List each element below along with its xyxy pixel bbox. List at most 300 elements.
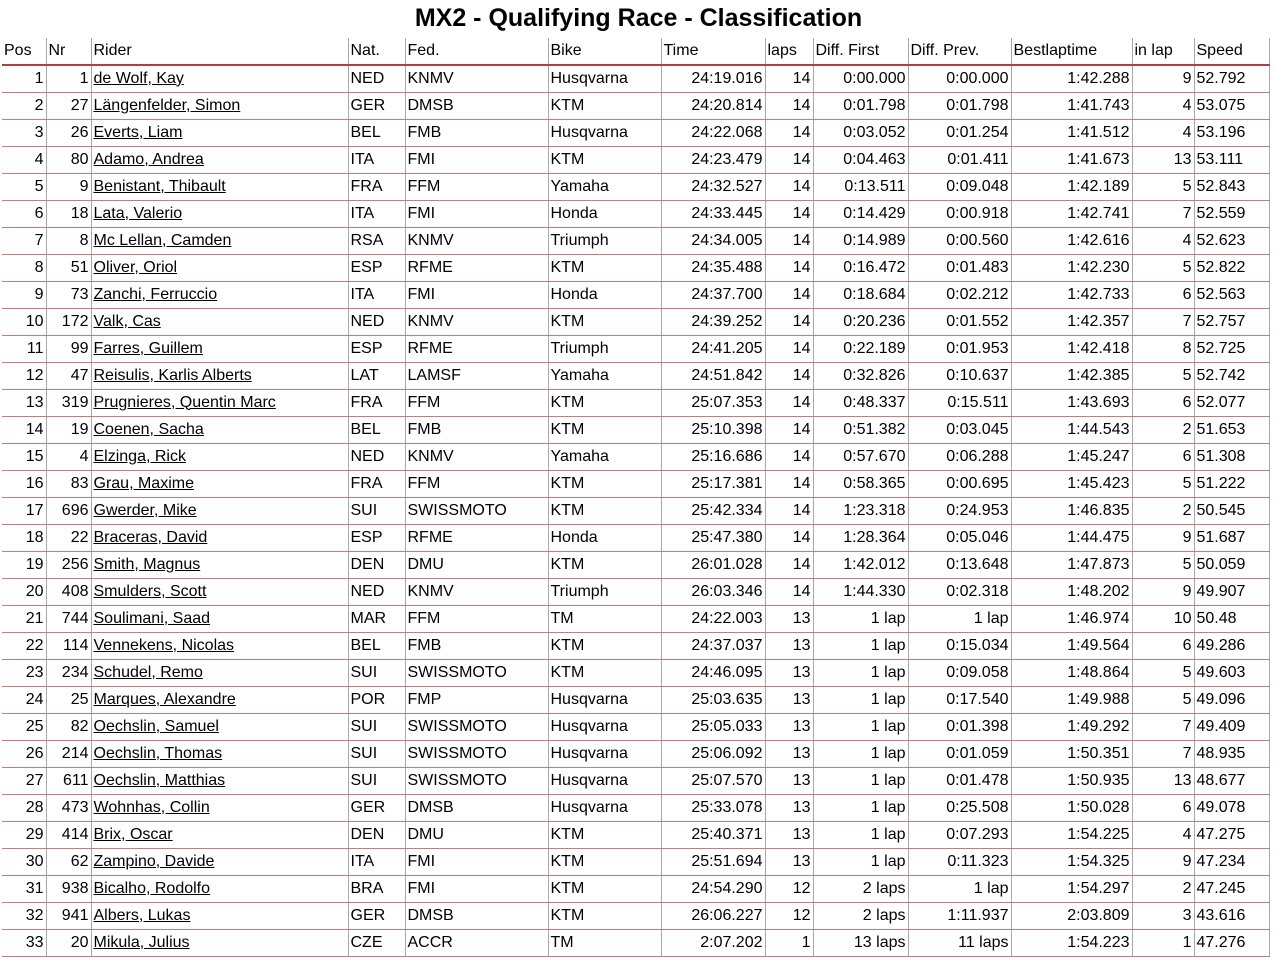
cell-bestlaptime: 1:48.202 — [1011, 578, 1132, 605]
cell-pos: 32 — [2, 902, 46, 929]
cell-fed: FMI — [405, 146, 548, 173]
cell-rider — [91, 578, 348, 605]
cell-bike: Husqvarna — [548, 740, 661, 767]
cell-speed: 43.616 — [1194, 902, 1269, 929]
rider-link[interactable]: Prugnieres, Quentin Marc — [93, 393, 276, 411]
cell-diff-first: 0:18.684 — [813, 281, 908, 308]
cell-nr: 414 — [46, 821, 91, 848]
cell-nat: NED — [348, 578, 405, 605]
cell-diff-prev: 0:24.953 — [908, 497, 1011, 524]
table-row — [2, 767, 1269, 794]
cell-pos: 6 — [2, 200, 46, 227]
cell-rider — [91, 443, 348, 470]
cell-bike: KTM — [548, 308, 661, 335]
cell-fed: FMI — [405, 281, 548, 308]
rider-link[interactable]: Grau, Maxime — [93, 474, 194, 492]
rider-link[interactable]: Marques, Alexandre — [93, 690, 236, 708]
cell-diff-prev: 0:01.552 — [908, 308, 1011, 335]
cell-laps: 14 — [765, 578, 813, 605]
cell-diff-prev: 0:15.034 — [908, 632, 1011, 659]
rider-link[interactable]: Coenen, Sacha — [93, 420, 204, 438]
cell-fed: SWISSMOTO — [405, 767, 548, 794]
cell-in-lap: 5 — [1132, 470, 1194, 497]
cell-speed: 48.677 — [1194, 767, 1269, 794]
cell-in-lap: 9 — [1132, 65, 1194, 92]
cell-pos: 21 — [2, 605, 46, 632]
rider-link[interactable]: Braceras, David — [93, 528, 208, 546]
rider-link[interactable]: Zanchi, Ferruccio — [93, 285, 218, 303]
cell-diff-prev: 0:00.918 — [908, 200, 1011, 227]
cell-time: 25:47.380 — [661, 524, 765, 551]
cell-bike: KTM — [548, 848, 661, 875]
cell-bike: Yamaha — [548, 362, 661, 389]
cell-pos: 31 — [2, 875, 46, 902]
rider-link[interactable]: Smith, Magnus — [93, 555, 201, 573]
cell-fed: FMI — [405, 200, 548, 227]
cell-nr: 19 — [46, 416, 91, 443]
rider-link[interactable]: Vennekens, Nicolas — [93, 636, 235, 654]
cell-time: 25:06.092 — [661, 740, 765, 767]
table-row — [2, 821, 1269, 848]
cell-bike: KTM — [548, 659, 661, 686]
cell-nr: 51 — [46, 254, 91, 281]
cell-fed: FMB — [405, 632, 548, 659]
table-row — [2, 389, 1269, 416]
cell-speed: 51.687 — [1194, 524, 1269, 551]
cell-rider — [91, 281, 348, 308]
cell-nat: NED — [348, 65, 405, 92]
cell-bike: Yamaha — [548, 173, 661, 200]
rider-link[interactable]: Zampino, Davide — [93, 852, 215, 870]
cell-pos: 30 — [2, 848, 46, 875]
cell-diff-prev: 0:07.293 — [908, 821, 1011, 848]
rider-link[interactable]: Oechslin, Thomas — [93, 744, 223, 762]
cell-time: 26:06.227 — [661, 902, 765, 929]
rider-link[interactable]: Soulimani, Saad — [93, 609, 211, 627]
cell-nr: 22 — [46, 524, 91, 551]
cell-rider — [91, 875, 348, 902]
cell-pos: 19 — [2, 551, 46, 578]
cell-in-lap: 5 — [1132, 659, 1194, 686]
cell-nr: 214 — [46, 740, 91, 767]
cell-bike: Husqvarna — [548, 713, 661, 740]
cell-bestlaptime: 1:42.357 — [1011, 308, 1132, 335]
cell-rider — [91, 200, 348, 227]
cell-in-lap: 4 — [1132, 227, 1194, 254]
table-row — [2, 713, 1269, 740]
cell-diff-first: 1:42.012 — [813, 551, 908, 578]
cell-speed: 47.245 — [1194, 875, 1269, 902]
page-title: MX2 - Qualifying Race - Classification — [414, 4, 863, 32]
cell-fed: SWISSMOTO — [405, 713, 548, 740]
cell-time: 25:33.078 — [661, 794, 765, 821]
cell-in-lap: 5 — [1132, 686, 1194, 713]
cell-bestlaptime: 1:42.418 — [1011, 335, 1132, 362]
cell-time: 25:17.381 — [661, 470, 765, 497]
cell-speed: 51.653 — [1194, 416, 1269, 443]
cell-in-lap: 7 — [1132, 200, 1194, 227]
cell-laps: 14 — [765, 524, 813, 551]
table-row — [2, 173, 1269, 200]
cell-diff-first: 1 lap — [813, 794, 908, 821]
table-row — [2, 578, 1269, 605]
cell-diff-first: 0:48.337 — [813, 389, 908, 416]
cell-bike: TM — [548, 605, 661, 632]
cell-diff-prev: 0:05.046 — [908, 524, 1011, 551]
cell-nat: ESP — [348, 524, 405, 551]
cell-laps: 14 — [765, 254, 813, 281]
cell-nr: 319 — [46, 389, 91, 416]
cell-diff-prev: 1 lap — [908, 875, 1011, 902]
cell-bike: Honda — [548, 200, 661, 227]
rider-link[interactable]: Benistant, Thibault — [93, 177, 226, 195]
cell-bestlaptime: 1:41.743 — [1011, 92, 1132, 119]
cell-pos: 24 — [2, 686, 46, 713]
table-row — [2, 227, 1269, 254]
cell-nat: BEL — [348, 632, 405, 659]
cell-rider — [91, 713, 348, 740]
cell-nr: 938 — [46, 875, 91, 902]
rider-link[interactable]: Albers, Lukas — [93, 906, 191, 924]
cell-in-lap: 4 — [1132, 92, 1194, 119]
column-header-laps: laps — [765, 38, 813, 65]
rider-link[interactable]: Wohnhas, Collin — [93, 798, 210, 816]
cell-fed: FMB — [405, 416, 548, 443]
cell-nr: 73 — [46, 281, 91, 308]
cell-in-lap: 5 — [1132, 173, 1194, 200]
cell-speed: 49.286 — [1194, 632, 1269, 659]
cell-in-lap: 5 — [1132, 254, 1194, 281]
cell-time: 25:05.033 — [661, 713, 765, 740]
cell-time: 25:51.694 — [661, 848, 765, 875]
cell-fed: KNMV — [405, 308, 548, 335]
cell-speed: 50.059 — [1194, 551, 1269, 578]
cell-in-lap: 4 — [1132, 119, 1194, 146]
cell-in-lap: 10 — [1132, 605, 1194, 632]
cell-bestlaptime: 1:46.974 — [1011, 605, 1132, 632]
cell-laps: 13 — [765, 632, 813, 659]
cell-pos: 15 — [2, 443, 46, 470]
cell-speed: 53.196 — [1194, 119, 1269, 146]
cell-diff-first: 1 lap — [813, 632, 908, 659]
cell-bike: Husqvarna — [548, 686, 661, 713]
cell-time: 25:07.353 — [661, 389, 765, 416]
cell-nat: BEL — [348, 119, 405, 146]
table-row — [2, 659, 1269, 686]
cell-laps: 13 — [765, 767, 813, 794]
cell-fed: KNMV — [405, 443, 548, 470]
cell-diff-first: 1:28.364 — [813, 524, 908, 551]
cell-laps: 14 — [765, 200, 813, 227]
cell-bestlaptime: 1:42.385 — [1011, 362, 1132, 389]
cell-diff-prev: 0:00.695 — [908, 470, 1011, 497]
cell-nr: 20 — [46, 929, 91, 956]
rider-link[interactable]: Adamo, Andrea — [93, 150, 204, 168]
cell-diff-prev: 0:06.288 — [908, 443, 1011, 470]
cell-bestlaptime: 1:45.247 — [1011, 443, 1132, 470]
cell-diff-first: 0:04.463 — [813, 146, 908, 173]
cell-nat: GER — [348, 92, 405, 119]
cell-time: 24:39.252 — [661, 308, 765, 335]
cell-nr: 99 — [46, 335, 91, 362]
cell-speed: 52.725 — [1194, 335, 1269, 362]
cell-nat: LAT — [348, 362, 405, 389]
cell-diff-prev: 0:02.212 — [908, 281, 1011, 308]
cell-bestlaptime: 1:42.288 — [1011, 65, 1132, 92]
cell-nr: 26 — [46, 119, 91, 146]
cell-bike: Triumph — [548, 335, 661, 362]
cell-time: 24:34.005 — [661, 227, 765, 254]
cell-speed: 49.603 — [1194, 659, 1269, 686]
rider-link[interactable]: Reisulis, Karlis Alberts — [93, 366, 252, 384]
cell-time: 24:22.003 — [661, 605, 765, 632]
cell-in-lap: 9 — [1132, 524, 1194, 551]
cell-rider — [91, 254, 348, 281]
cell-time: 25:42.334 — [661, 497, 765, 524]
cell-diff-first: 1:23.318 — [813, 497, 908, 524]
cell-pos: 23 — [2, 659, 46, 686]
cell-nr: 234 — [46, 659, 91, 686]
cell-nat: FRA — [348, 470, 405, 497]
cell-bike: Honda — [548, 524, 661, 551]
cell-bestlaptime: 2:03.809 — [1011, 902, 1132, 929]
cell-bestlaptime: 1:47.873 — [1011, 551, 1132, 578]
cell-pos: 17 — [2, 497, 46, 524]
cell-laps: 14 — [765, 119, 813, 146]
cell-laps: 14 — [765, 308, 813, 335]
cell-time: 24:32.527 — [661, 173, 765, 200]
cell-bestlaptime: 1:42.230 — [1011, 254, 1132, 281]
cell-bike: KTM — [548, 254, 661, 281]
cell-diff-first: 0:03.052 — [813, 119, 908, 146]
cell-nr: 82 — [46, 713, 91, 740]
rider-link[interactable]: Längenfelder, Simon — [93, 96, 241, 114]
cell-speed: 52.077 — [1194, 389, 1269, 416]
cell-diff-first: 0:58.365 — [813, 470, 908, 497]
rider-link[interactable]: Valk, Cas — [93, 312, 161, 330]
cell-pos: 8 — [2, 254, 46, 281]
cell-laps: 14 — [765, 92, 813, 119]
cell-diff-first: 0:13.511 — [813, 173, 908, 200]
cell-diff-first: 0:22.189 — [813, 335, 908, 362]
cell-fed: RFME — [405, 254, 548, 281]
cell-nr: 611 — [46, 767, 91, 794]
cell-bike: Husqvarna — [548, 65, 661, 92]
cell-rider — [91, 632, 348, 659]
rider-link[interactable]: Farres, Guillem — [93, 339, 203, 357]
cell-time: 2:07.202 — [661, 929, 765, 956]
cell-nr: 114 — [46, 632, 91, 659]
rider-link[interactable]: Gwerder, Mike — [93, 501, 197, 519]
cell-bike: KTM — [548, 821, 661, 848]
cell-diff-first: 1:44.330 — [813, 578, 908, 605]
rider-link[interactable]: Bicalho, Rodolfo — [93, 879, 211, 897]
cell-diff-first: 0:14.429 — [813, 200, 908, 227]
cell-fed: FMI — [405, 875, 548, 902]
cell-time: 25:16.686 — [661, 443, 765, 470]
cell-rider — [91, 659, 348, 686]
cell-in-lap: 2 — [1132, 497, 1194, 524]
cell-nr: 62 — [46, 848, 91, 875]
cell-nr: 256 — [46, 551, 91, 578]
cell-nat: ITA — [348, 848, 405, 875]
cell-nat: ITA — [348, 281, 405, 308]
classification-table — [2, 38, 1270, 957]
cell-in-lap: 6 — [1132, 794, 1194, 821]
cell-diff-prev: 0:01.478 — [908, 767, 1011, 794]
cell-in-lap: 1 — [1132, 929, 1194, 956]
cell-rider — [91, 227, 348, 254]
rider-link[interactable]: Oechslin, Matthias — [93, 771, 226, 789]
cell-bike: Triumph — [548, 227, 661, 254]
cell-fed: ACCR — [405, 929, 548, 956]
cell-bike: Husqvarna — [548, 767, 661, 794]
table-row — [2, 740, 1269, 767]
cell-pos: 11 — [2, 335, 46, 362]
cell-bike: KTM — [548, 551, 661, 578]
cell-laps: 14 — [765, 146, 813, 173]
column-header-speed: Speed — [1194, 38, 1269, 65]
rider-link[interactable]: Mc Lellan, Camden — [93, 231, 232, 249]
table-row — [2, 443, 1269, 470]
cell-laps: 13 — [765, 848, 813, 875]
table-row — [2, 524, 1269, 551]
cell-diff-first: 1 lap — [813, 848, 908, 875]
cell-pos: 20 — [2, 578, 46, 605]
cell-bestlaptime: 1:43.693 — [1011, 389, 1132, 416]
cell-laps: 14 — [765, 227, 813, 254]
cell-in-lap: 6 — [1132, 389, 1194, 416]
cell-time: 24:37.700 — [661, 281, 765, 308]
cell-rider — [91, 497, 348, 524]
cell-laps: 14 — [765, 362, 813, 389]
cell-rider — [91, 362, 348, 389]
cell-diff-prev: 0:01.953 — [908, 335, 1011, 362]
rider-link[interactable]: Elzinga, Rick — [93, 447, 186, 465]
cell-time: 26:03.346 — [661, 578, 765, 605]
cell-bike: KTM — [548, 470, 661, 497]
cell-pos: 7 — [2, 227, 46, 254]
cell-laps: 13 — [765, 713, 813, 740]
cell-laps: 13 — [765, 605, 813, 632]
cell-diff-prev: 0:00.560 — [908, 227, 1011, 254]
cell-diff-first: 0:01.798 — [813, 92, 908, 119]
cell-speed: 50.545 — [1194, 497, 1269, 524]
cell-in-lap: 2 — [1132, 416, 1194, 443]
cell-diff-prev: 0:15.511 — [908, 389, 1011, 416]
rider-link[interactable]: Mikula, Julius — [93, 933, 190, 951]
cell-time: 25:07.570 — [661, 767, 765, 794]
cell-pos: 9 — [2, 281, 46, 308]
cell-nat: GER — [348, 902, 405, 929]
table-row — [2, 65, 1269, 92]
cell-nat: BEL — [348, 416, 405, 443]
column-header-time: Time — [661, 38, 765, 65]
cell-nr: 696 — [46, 497, 91, 524]
cell-diff-prev: 1:11.937 — [908, 902, 1011, 929]
cell-speed: 52.623 — [1194, 227, 1269, 254]
column-header-diff-prev: Diff. Prev. — [908, 38, 1011, 65]
rider-link[interactable]: Brix, Oscar — [93, 825, 173, 843]
cell-speed: 52.559 — [1194, 200, 1269, 227]
rider-link[interactable]: Schudel, Remo — [93, 663, 203, 681]
cell-nat: DEN — [348, 821, 405, 848]
cell-rider — [91, 119, 348, 146]
cell-in-lap: 9 — [1132, 848, 1194, 875]
cell-fed: FMI — [405, 848, 548, 875]
cell-bestlaptime: 1:44.543 — [1011, 416, 1132, 443]
cell-rider — [91, 929, 348, 956]
cell-bestlaptime: 1:50.935 — [1011, 767, 1132, 794]
cell-pos: 16 — [2, 470, 46, 497]
cell-bestlaptime: 1:54.223 — [1011, 929, 1132, 956]
table-row — [2, 416, 1269, 443]
cell-pos: 10 — [2, 308, 46, 335]
cell-nat: NED — [348, 308, 405, 335]
cell-laps: 13 — [765, 821, 813, 848]
table-row — [2, 875, 1269, 902]
column-header-diff-first: Diff. First — [813, 38, 908, 65]
cell-time: 24:35.488 — [661, 254, 765, 281]
cell-speed: 48.935 — [1194, 740, 1269, 767]
cell-in-lap: 4 — [1132, 821, 1194, 848]
cell-nat: ESP — [348, 335, 405, 362]
cell-bestlaptime: 1:49.564 — [1011, 632, 1132, 659]
rider-link[interactable]: Oliver, Oriol — [93, 258, 178, 276]
cell-bestlaptime: 1:42.741 — [1011, 200, 1132, 227]
cell-diff-first: 2 laps — [813, 902, 908, 929]
cell-diff-first: 0:20.236 — [813, 308, 908, 335]
cell-laps: 12 — [765, 875, 813, 902]
rider-link[interactable]: Lata, Valerio — [93, 204, 183, 222]
cell-rider — [91, 686, 348, 713]
cell-time: 25:10.398 — [661, 416, 765, 443]
cell-time: 24:33.445 — [661, 200, 765, 227]
header-row — [2, 38, 1269, 65]
cell-fed: SWISSMOTO — [405, 659, 548, 686]
cell-speed: 49.078 — [1194, 794, 1269, 821]
cell-nat: FRA — [348, 389, 405, 416]
cell-bestlaptime: 1:41.512 — [1011, 119, 1132, 146]
table-row — [2, 200, 1269, 227]
cell-speed: 52.742 — [1194, 362, 1269, 389]
cell-nr: 80 — [46, 146, 91, 173]
cell-nat: ITA — [348, 146, 405, 173]
cell-fed: FFM — [405, 605, 548, 632]
cell-in-lap: 6 — [1132, 632, 1194, 659]
cell-in-lap: 8 — [1132, 335, 1194, 362]
cell-bike: KTM — [548, 146, 661, 173]
cell-rider — [91, 470, 348, 497]
cell-nr: 25 — [46, 686, 91, 713]
rider-link[interactable]: Oechslin, Samuel — [93, 717, 219, 735]
cell-nr: 18 — [46, 200, 91, 227]
cell-in-lap: 13 — [1132, 146, 1194, 173]
cell-diff-first: 0:00.000 — [813, 65, 908, 92]
rider-link[interactable]: de Wolf, Kay — [93, 69, 184, 87]
cell-rider — [91, 65, 348, 92]
cell-laps: 13 — [765, 686, 813, 713]
cell-fed: SWISSMOTO — [405, 740, 548, 767]
cell-nat: NED — [348, 443, 405, 470]
table-row — [2, 929, 1269, 956]
rider-link[interactable]: Smulders, Scott — [93, 582, 207, 600]
cell-bike: Husqvarna — [548, 794, 661, 821]
cell-fed: SWISSMOTO — [405, 497, 548, 524]
cell-diff-first: 1 lap — [813, 767, 908, 794]
cell-bestlaptime: 1:42.733 — [1011, 281, 1132, 308]
rider-link[interactable]: Everts, Liam — [93, 123, 183, 141]
